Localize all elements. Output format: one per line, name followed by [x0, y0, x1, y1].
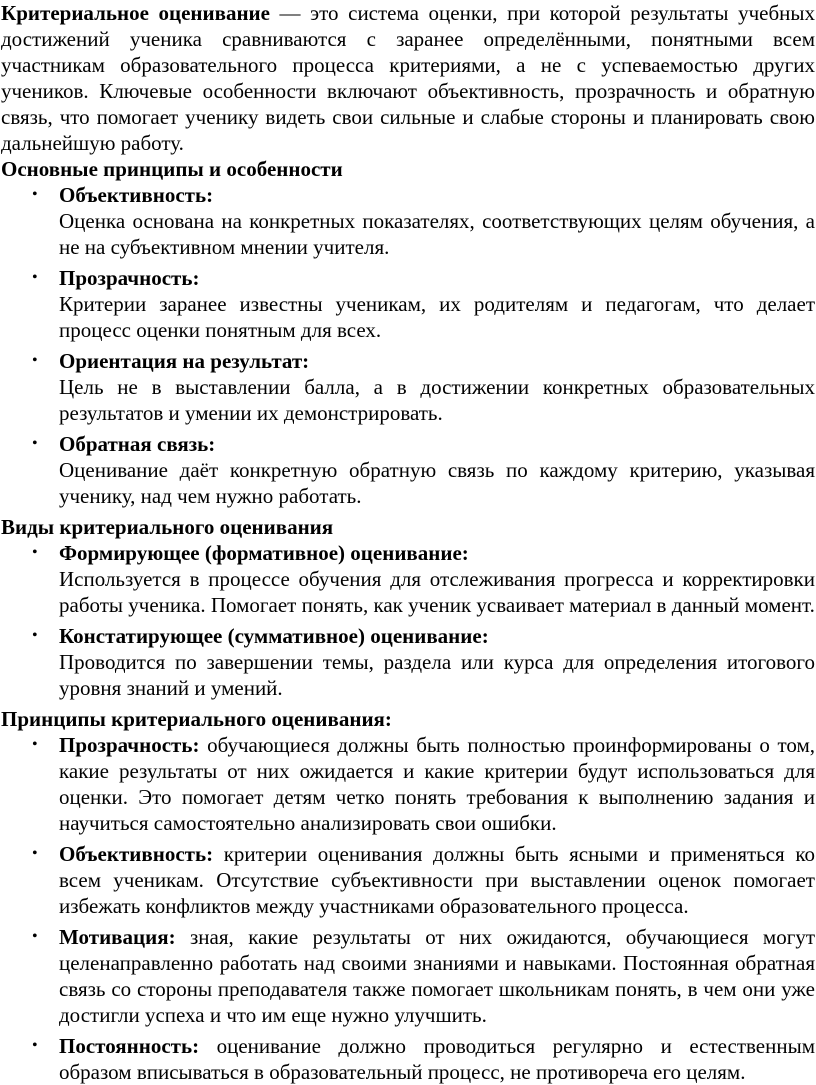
list-item: [1, 348, 815, 426]
item-text: обучающиеся должны быть полностью проинформированы о том, какие результаты от них ожидается и какие критерии будут использоваться для оценки. Это помогает детям четко понять требования к выполнению задания и научиться самостоятельно анализировать свои ошибки.: [59, 733, 815, 835]
item-term: Прозрачность:: [59, 733, 200, 757]
list-item: [1, 924, 815, 1028]
types-list: [1, 540, 815, 701]
item-text: Оценивание даёт конкретную обратную связь по каждому критерию, указывая ученику, над чем нужно работать.: [59, 458, 815, 508]
item-text: Используется в процессе обучения для отслеживания прогресса и корректировки работы ученика. Помогает понять, как ученик усваивает материал в данный момент.: [59, 567, 815, 617]
item-term: Объективность:: [59, 842, 214, 866]
item-term: Постоянность:: [59, 1034, 200, 1058]
intro-term: Критериальное оценивание: [1, 1, 270, 25]
item-text: Проводится по завершении темы, раздела или курса для определения итогового уровня знаний и умений.: [59, 650, 815, 700]
intro-paragraph: [1, 0, 815, 156]
item-text: зная, какие результаты от них ожидаются, обучающиеся могут целенаправленно работать над своими знаниями и навыками. Постоянная обратная связь со стороны преподавателя также помогает школьникам понять, в чем они уже достигли успеха и что им еще нужно улучшить.: [59, 925, 815, 1027]
list-item: [1, 841, 815, 919]
assessment-principles-list: [1, 732, 815, 1085]
item-text: оценивание должно проводиться регулярно и естественным образом вписываться в образовательный процесс, не противореча его целям.: [59, 1034, 815, 1084]
list-item: [1, 182, 815, 260]
item-term: • Прозрачность:: [59, 266, 200, 290]
list-item: [1, 732, 815, 836]
section-heading: Основные принципы и особенности: [1, 157, 343, 181]
intro-text: — это система оценки, при которой результаты учебных достижений ученика сравниваются с заранее определёнными, понятными всем участникам образовательного процесса критериями, а не с успеваемостью других учеников. Ключевые особенности включают объективность, прозрачность и обратную связь, что помогает ученику видеть свои сильные и слабые стороны и планировать свою дальнейшую работу.: [1, 1, 815, 155]
item-text: Критерии заранее известны ученикам, их родителям и педагогам, что делает процесс оценки понятным для всех.: [59, 292, 815, 342]
item-text: Оценка основана на конкретных показателях, соответствующих целям обучения, а не на субъективном мнении учителя.: [59, 209, 815, 259]
item-term: • Обратная связь:: [59, 432, 216, 456]
list-item: [1, 623, 815, 701]
principles-list: [1, 182, 815, 509]
section-heading: Виды критериального оценивания: [1, 515, 334, 539]
item-term: • Констатирующее (суммативное) оценивание:: [59, 624, 489, 648]
item-term: • Объективность:: [59, 183, 214, 207]
section-heading: Принципы критериального оценивания:: [1, 707, 392, 731]
item-term: Мотивация:: [59, 925, 176, 949]
list-item: [1, 431, 815, 509]
list-item: [1, 540, 815, 618]
item-text: критерии оценивания должны быть ясными и применяться ко всем ученикам. Отсутствие субъективности при выставлении оценок помогает избежать конфликтов между участниками образовательного процесса.: [59, 842, 815, 918]
item-term: • Формирующее (формативное) оценивание:: [59, 541, 469, 565]
list-item: [1, 265, 815, 343]
list-item: [1, 1033, 815, 1085]
item-term: • Ориентация на результат:: [59, 349, 310, 373]
item-text: Цель не в выставлении балла, а в достижении конкретных образовательных результатов и умении их демонстрировать.: [59, 375, 815, 425]
